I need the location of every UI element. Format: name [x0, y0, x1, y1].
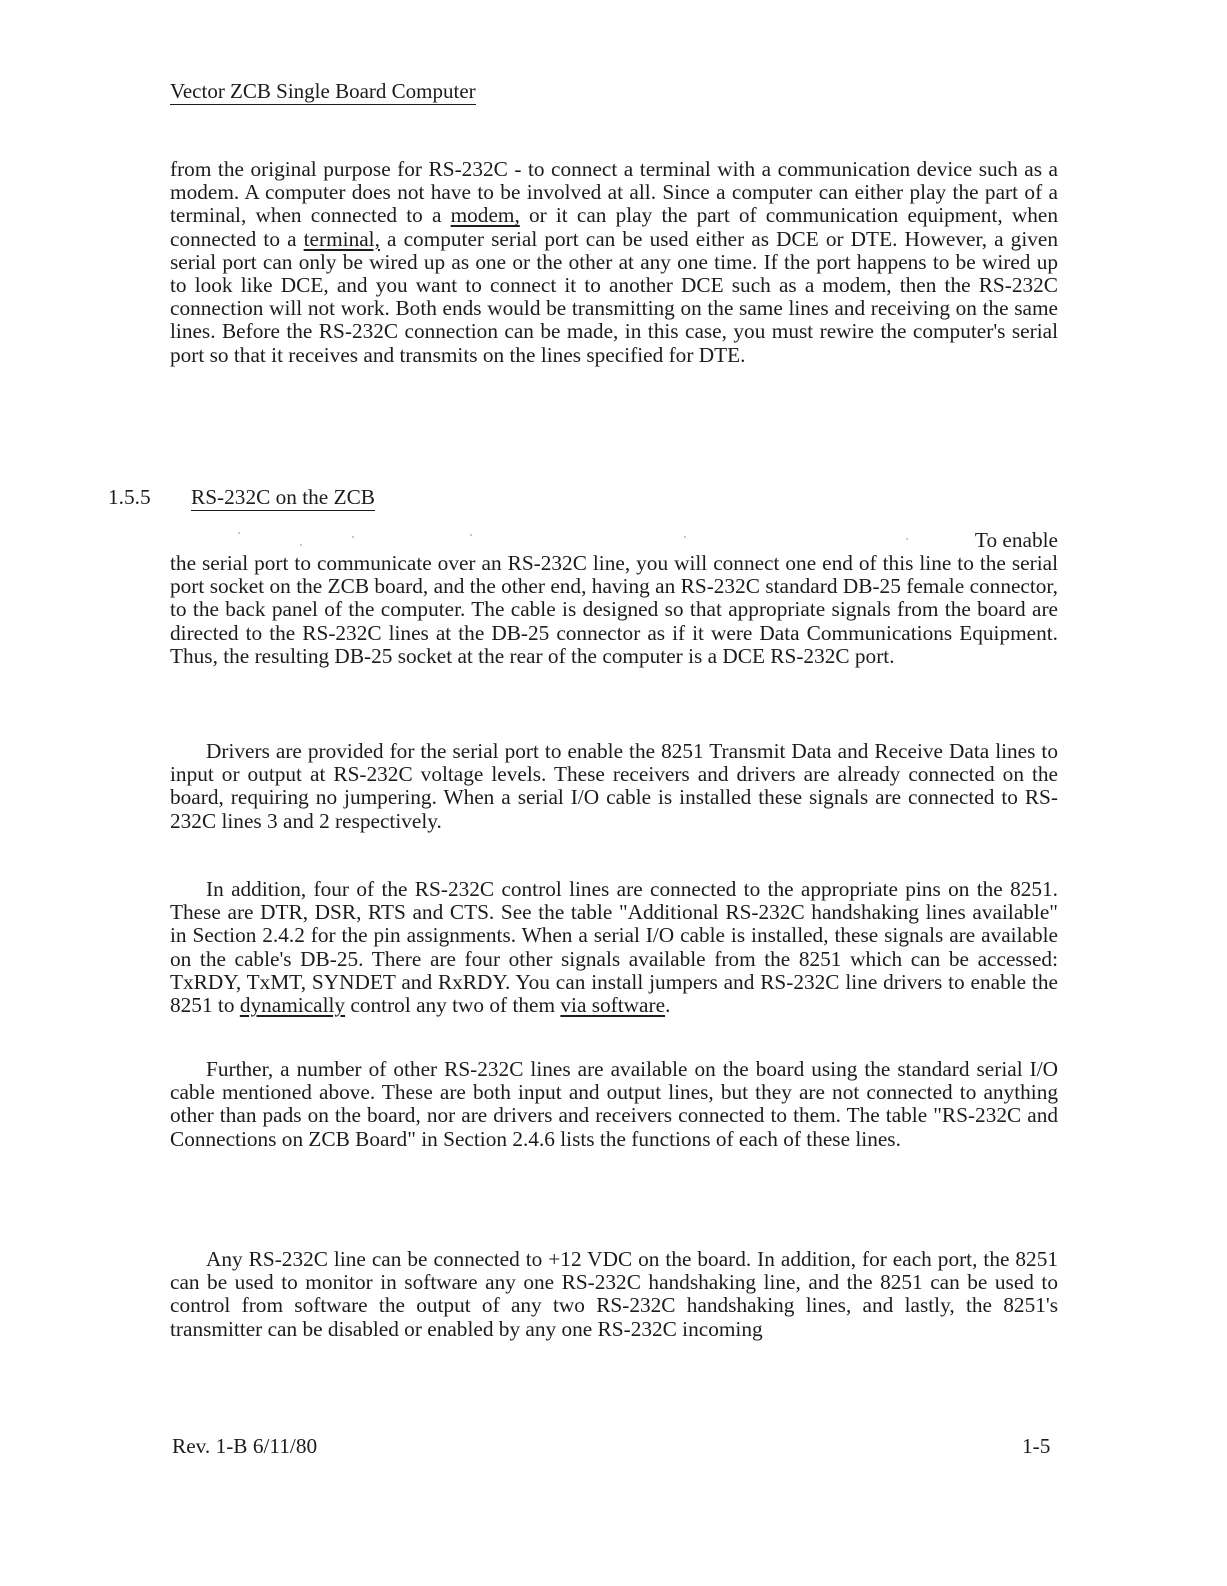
paragraph-text: .	[665, 993, 671, 1018]
paragraph-lead-text: To enable	[974, 528, 1058, 552]
underlined-term-dynamically: dynamically	[239, 993, 346, 1018]
paragraph-drivers: Drivers are provided for the serial port to enable the 8251 Transmit Data and Receive Data lines to input or output at RS-232C voltage levels. These receivers and drivers are already connected on the board, requiring no jumpering. When a serial I/O cable is installed these signals are connected to RS-232C lines 3 and 2 respectively.	[170, 739, 1058, 833]
scan-speck	[684, 536, 686, 538]
section-number: 1.5.5	[108, 485, 151, 509]
paragraph-text: a computer serial port can be used either as DCE or DTE. However, a given serial port can only be wired up as one or the other at any one time. If the port happens to be wired up to look like DCE, and you want to connect it to another DCE such as a modem, then the RS-232C connection will not work. Both ends would be transmitting on the same lines and receiving on the same lines. Before the RS-232C connection can be made, in this case, you must rewire the computer's serial port so that it receives and transmits on the lines specified for DTE.	[170, 226, 1058, 367]
underlined-term-via-software: via software	[560, 993, 666, 1018]
paragraph-text: control any two of them	[345, 993, 561, 1018]
footer-revision: Rev. 1-B 6/11/80	[172, 1434, 318, 1458]
paragraph-zcb-serial-port: the serial port to communicate over an RS-232C line, you will connect one end of this line to the serial port socket on the ZCB board, and the other end, having an RS-232C standard DB-25 female connector, to the back panel of the computer. The cable is designed so that appropriate signals from the board are directed to the RS-232C lines at the DB-25 connector as if it were Data Communications Equipment. Thus, the resulting DB-25 socket at the rear of the computer is a DCE RS-232C port.	[170, 551, 1058, 668]
paragraph-other-lines: Further, a number of other RS-232C lines are available on the board using the standard serial I/O cable mentioned above. These are both input and output lines, but they are not connected to anything other than pads on the board, nor are drivers and receivers connected to them. The table "RS-232C and Connections on ZCB Board" in Section 2.4.6 lists the functions of each of these lines.	[170, 1057, 1058, 1151]
scan-speck	[300, 544, 302, 546]
footer-page-number: 1-5	[1022, 1434, 1051, 1458]
paragraph-rs232c-purpose	[170, 158, 1058, 367]
underlined-term-terminal: terminal,	[303, 226, 380, 251]
page-header-title: Vector ZCB Single Board Computer	[170, 79, 476, 103]
scan-speck	[906, 538, 908, 540]
paragraph-plus-12-vdc: Any RS-232C line can be connected to +12 VDC on the board. In addition, for each port, the 8251 can be used to monitor in software any one RS-232C handshaking line, and the 8251 can be used to control from software the output of any two RS-232C handshaking lines, and lastly, the 8251's transmitter can be disabled or enabled by any one RS-232C incoming	[170, 1247, 1058, 1341]
scan-speck	[238, 532, 240, 534]
paragraph-text: from the original purpose for RS-232C - to connect a terminal with a communication device such as a modem. A computer does not have to be involved at all. Since a computer can either play the part of a terminal, when connected to a	[170, 157, 1058, 228]
scan-speck	[352, 536, 354, 538]
paragraph-text: or it can play the part of communication equipment, when connected to a	[170, 203, 1058, 251]
paragraph-text: In addition, four of the RS-232C control lines are connected to the appropriate pins on the 8251. These are DTR, DSR, RTS and CTS. See the table "Additional RS-232C handshaking lines available" in Section 2.4.2 for the pin assignments. When a serial I/O cable is installed, these signals are available on the cable's DB-25. There are four other signals available from the 8251 which can be accessed: TxRDY, TxMT, SYNDET and RxRDY. You can install jumpers and RS-232C line drivers to enable the 8251 to	[170, 877, 1058, 1018]
section-title: RS-232C on the ZCB	[191, 485, 375, 509]
scan-speck	[470, 534, 472, 536]
underlined-term-modem: modem,	[450, 203, 520, 228]
paragraph-control-lines	[170, 878, 1058, 1017]
